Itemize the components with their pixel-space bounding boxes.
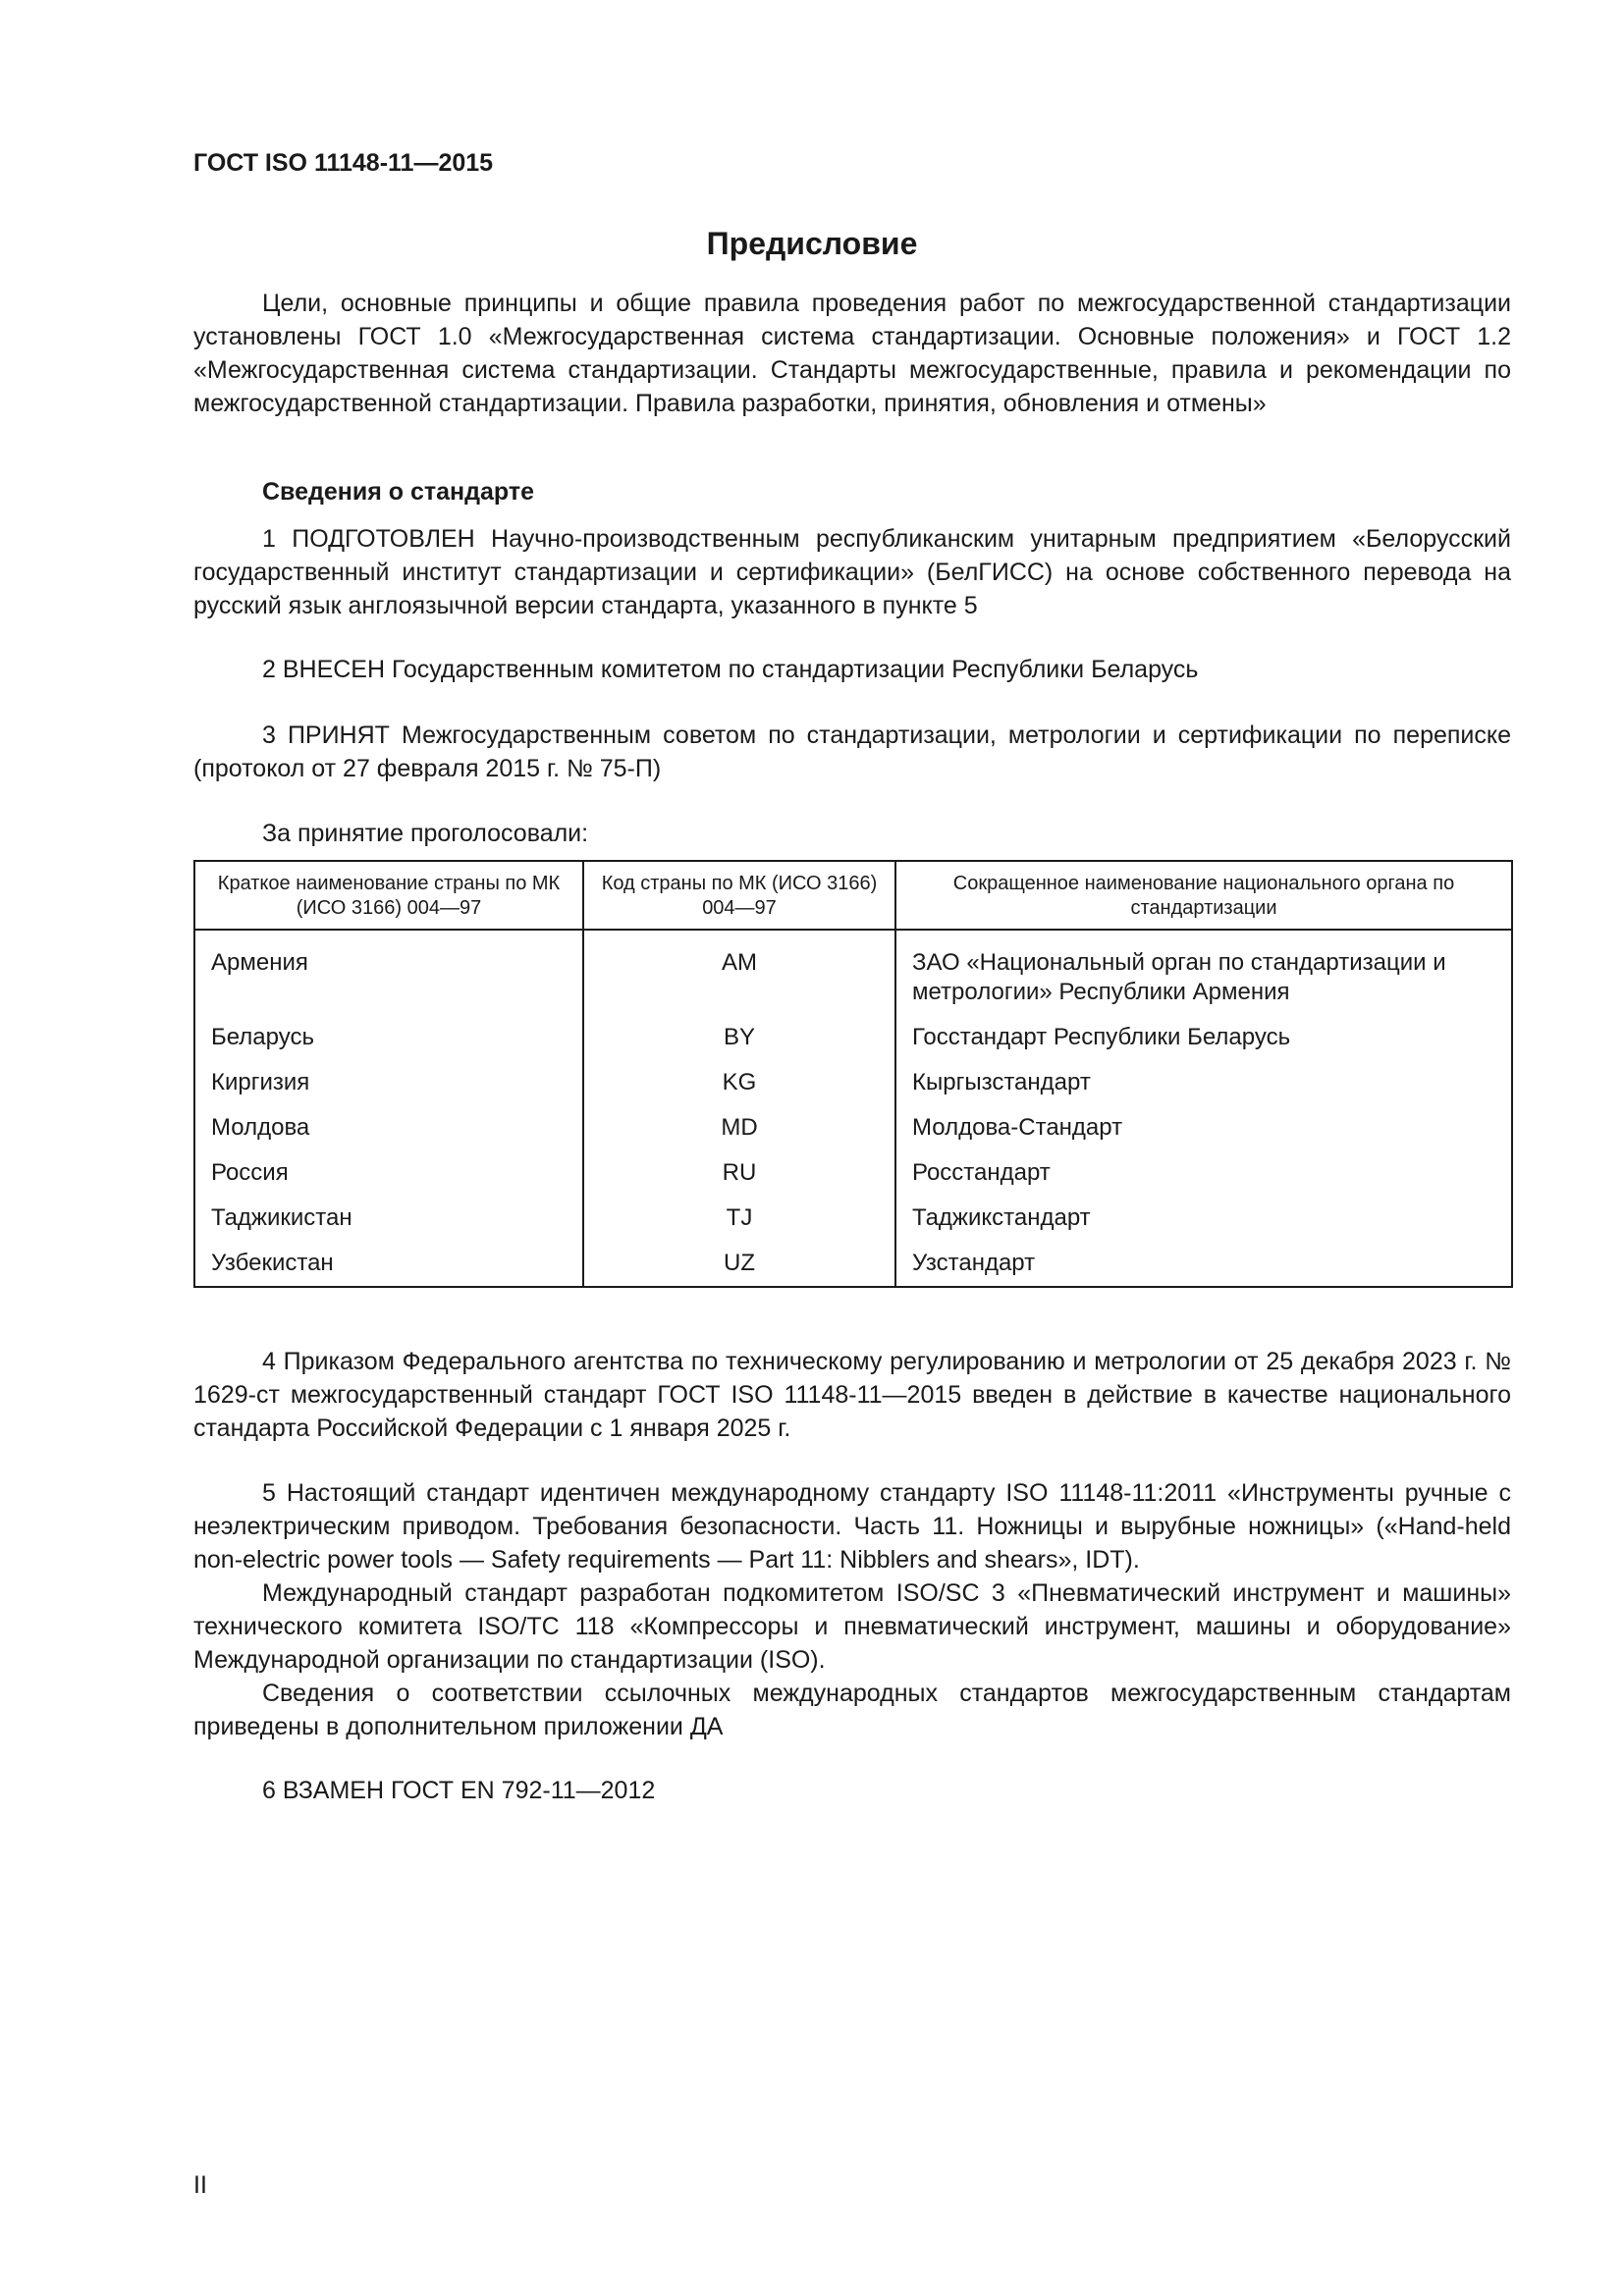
item-5-paragraph: 5 Настоящий стандарт идентичен международному стандарту ISO 11148-11:2011 «Инструменты ручные с неэлектрическим приводом. Требования безопасности. Часть 11. Ножницы и вырубные ножницы» («Hand-held non-electric power tools — Safety requirements — Part 11: Nibblers and shears», IDT). — [193, 1479, 1511, 1574]
national-body-cell: Госстандарт Республики Беларусь — [895, 1007, 1512, 1052]
table-row — [194, 1143, 1512, 1188]
table-row — [194, 930, 1512, 1007]
page-title: Предисловие — [706, 226, 918, 261]
item-4-paragraph: 4 Приказом Федерального агентства по техническому регулированию и метрологии от 25 декабря 2023 г. № 1629-ст межгосударственный стандарт ГОСТ ISO 11148-11—2015 введен в действие в качестве национального стандарта Российской Федерации с 1 января 2025 г. — [193, 1348, 1511, 1442]
column-header-code: Код страны по МК (ИСО 3166) 004—97 — [583, 861, 895, 930]
country-cell: Молдова — [194, 1097, 583, 1143]
standard-info-heading: Сведения о стандарте — [262, 478, 535, 506]
table-row — [194, 1052, 1512, 1097]
page-number: II — [193, 2171, 207, 2199]
voting-countries-table — [193, 860, 1513, 1288]
table-row — [194, 1007, 1512, 1052]
item-1-paragraph: 1 ПОДГОТОВЛЕН Научно-производственным республиканским унитарным предприятием «Белорусский государственный институт стандартизации и сертификации» (БелГИСС) на основе собственного перевода на русский язык англоязычной версии стандарта, указанного в пункте 5 — [193, 525, 1511, 619]
country-code-cell: RU — [583, 1143, 895, 1188]
intro-paragraph: Цели, основные принципы и общие правила проведения работ по межгосударственной стандартизации установлены ГОСТ 1.0 «Межгосударственная система стандартизации. Основные положения» и ГОСТ 1.2 «Межгосударственная система стандартизации. Стандарты межгосударственные, правила и рекомендации по межгосударственной стандартизации. Правила разработки, принятия, обновления и отмены» — [193, 290, 1511, 417]
country-code-cell: BY — [583, 1007, 895, 1052]
country-code-cell: KG — [583, 1052, 895, 1097]
country-cell: Беларусь — [194, 1007, 583, 1052]
country-cell: Армения — [194, 930, 583, 1007]
table-row — [194, 1097, 1512, 1143]
national-body-cell: Молдова-Стандарт — [895, 1097, 1512, 1143]
votes-label: За принятие проголосовали: — [262, 820, 589, 847]
table-row — [194, 1233, 1512, 1287]
item-6-paragraph: 6 ВЗАМЕН ГОСТ EN 792-11—2012 — [262, 1777, 656, 1804]
item-5-references-paragraph: Сведения о соответствии ссылочных международных стандартов межгосударственным стандартам приведены в дополнительном приложении ДА — [193, 1680, 1511, 1740]
document-code-header: ГОСТ ISO 11148-11—2015 — [193, 149, 494, 177]
country-code-cell: UZ — [583, 1233, 895, 1287]
table-row — [194, 1188, 1512, 1233]
country-cell: Узбекистан — [194, 1233, 583, 1287]
national-body-cell: Росстандарт — [895, 1143, 1512, 1188]
column-header-country: Краткое наименование страны по МК (ИСО 3166) 004—97 — [194, 861, 583, 930]
country-code-cell: AM — [583, 930, 895, 1007]
item-3-paragraph: 3 ПРИНЯТ Межгосударственным советом по стандартизации, метрологии и сертификации по переписке (протокол от 27 февраля 2015 г. № 75-П) — [193, 721, 1511, 782]
country-cell: Таджикистан — [194, 1188, 583, 1233]
item-2-paragraph: 2 ВНЕСЕН Государственным комитетом по стандартизации Республики Беларусь — [262, 656, 1199, 683]
national-body-cell: ЗАО «Национальный орган по стандартизации и метрологии» Республики Армения — [895, 930, 1512, 1007]
national-body-cell: Таджикстандарт — [895, 1188, 1512, 1233]
country-cell: Киргизия — [194, 1052, 583, 1097]
country-code-cell: TJ — [583, 1188, 895, 1233]
country-code-cell: MD — [583, 1097, 895, 1143]
item-5-committee-paragraph: Международный стандарт разработан подкомитетом ISO/SC 3 «Пневматический инструмент и машины» технического комитета ISO/TC 118 «Компрессоры и пневматический инструмент, машины и оборудование» Международной организации по стандартизации (ISO). — [193, 1579, 1511, 1674]
column-header-body: Сокращенное наименование национального органа по стандартизации — [895, 861, 1512, 930]
country-cell: Россия — [194, 1143, 583, 1188]
national-body-cell: Кыргызстандарт — [895, 1052, 1512, 1097]
national-body-cell: Узстандарт — [895, 1233, 1512, 1287]
table-header-row — [194, 861, 1512, 930]
